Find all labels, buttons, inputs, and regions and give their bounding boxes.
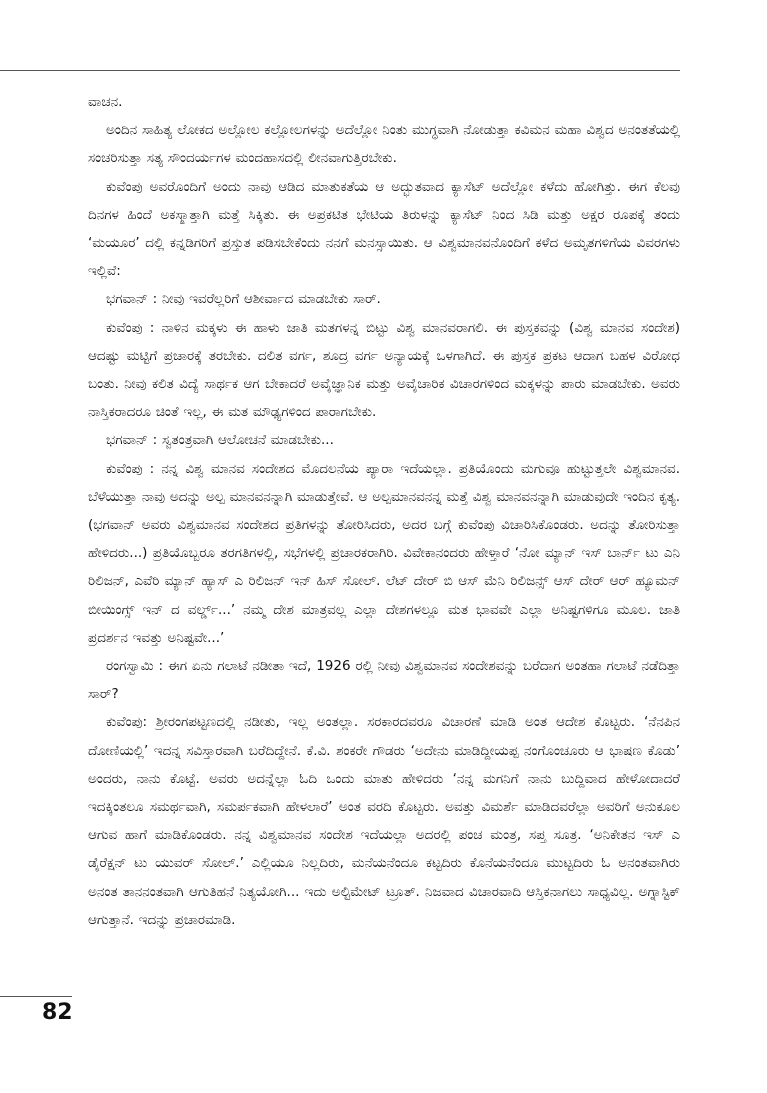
dialogue-line: ಕುವೆಂಪು : ನನ್ನ ವಿಶ್ವ ಮಾನವ ಸಂದೇಶದ ಮೊದಲನೆಯ ಪ್ಯಾರಾ ಇದೆಯಲ್ಲಾ. ಪ್ರತಿಯೊಂದು ಮಗುವೂ ಹುಟ್ಟುತ್ತಲೇ ವಿಶ್ವಮಾನವ. ಬೆಳೆಯುತ್ತಾ ನಾವು ಅದನ್ನು ಅಲ್ಪ ಮಾನವನನ್ನಾಗಿ ಮಾಡುತ್ತೇವೆ. ಆ ಅಲ್ಪಮಾನವನನ್ನ ಮತ್ತೆ ವಿಶ್ವ ಮಾನವನನ್ನಾಗಿ ಮಾಡುವುದೇ ಇಂದಿನ ಕೃತ್ಯ. (ಭಗವಾನ್ ಅವರು ವಿಶ್ವಮಾನವ ಸಂದೇಶದ ಪ್ರತಿಗಳನ್ನು ತೋರಿಸಿದರು, ಅದರ ಬಗ್ಗೆ ಕುವೆಂಪು ವಿಚಾರಿಸಿಕೊಂಡರು. ಅದನ್ನು ತೋರಿಸುತ್ತಾ ಹೇಳಿದರು...) ಪ್ರತಿಯೊಬ್ಬರೂ ತರಗತಿಗಳಲ್ಲಿ, ಸಭೆಗಳಲ್ಲಿ ಪ್ರಚಾರಕರಾಗಿರಿ. ವಿವೇಕಾನಂದರು ಹೇಳ್ತಾರೆ ‘ನೋ ಮ್ಯಾನ್ ಇಸ್ ಬಾರ್ನ್ ಟು ಎನಿ ರಿಲಿಜನ್, ಎವೆರಿ ಮ್ಯಾನ್ ಹ್ಯಾಸ್ ಎ ರಿಲಿಜನ್ ಇನ್ ಹಿಸ್ ಸೋಲ್. ಲೆಟ್ ದೇರ್ ಬಿ ಆಸ್ ಮೆನಿ ರಿಲಿಜನ್ಸ್ ಆಸ್ ದೇರ್ ಆರ್ ಹ್ಯೂಮನ್ ಬೀಯಿಂಗ್ಸ್ ಇನ್ ದ ವರ್ಲ್ಡ್...’ ನಮ್ಮ ದೇಶ ಮಾತ್ರವಲ್ಲ ಎಲ್ಲಾ ದೇಶಗಳಲ್ಲೂ ಮತ ಭಾವವೇ ಎಲ್ಲಾ ಅನಿಷ್ಟಗಳಿಗೂ ಮೂಲ. ಜಾತಿ ಪ್ರದರ್ಶನ ಇವತ್ತು ಅನಿಷ್ಟವೇ...’	[88, 460, 680, 646]
dialogue-line: ಕುವೆಂಪು: ಶ್ರೀರಂಗಪಟ್ಟಣದಲ್ಲಿ ನಡೀತು, ಇಲ್ಲ ಅಂತಲ್ಲಾ. ಸರಕಾರದವರೂ ವಿಚಾರಣೆ ಮಾಡಿ ಅಂತ ಆದೇಶ ಕೊಟ್ಟರು. ‘ನೆನಪಿನ ದೋಣಿಯಲ್ಲಿ’ ಇದನ್ನ ಸವಿಸ್ತಾರವಾಗಿ ಬರೆದಿದ್ದೇನೆ. ಕೆ.ವಿ. ಶಂಕರೇ ಗೌಡರು ‘ಅದೇನು ಮಾಡಿದ್ದೀಯಪ್ಪ ನಂಗೊಂಚೂರು ಆ ಭಾಷಣ ಕೊಡು’ ಅಂದರು, ನಾನು ಕೊಟ್ಟೆ. ಅವರು ಅದನ್ನೆಲ್ಲಾ ಓದಿ ಒಂದು ಮಾತು ಹೇಳಿದರು ‘ನನ್ನ ಮಗನಿಗೆ ನಾನು ಬುದ್ದಿವಾದ ಹೇಳೋದಾದರೆ ಇದಕ್ಕಿಂತಲೂ ಸಮರ್ಥವಾಗಿ, ಸಮರ್ಪಕವಾಗಿ ಹೇಳಲಾರೆ’ ಅಂತ ವರದಿ ಕೊಟ್ಟರು. ಅವತ್ತು ವಿಮರ್ಶೆ ಮಾಡಿದವರೆಲ್ಲಾ ಅವರಿಗೆ ಅನುಕೂಲ ಆಗುವ ಹಾಗೆ ಮಾಡಿಕೊಂಡರು. ನನ್ನ ವಿಶ್ವಮಾನವ ಸಂದೇಶ ಇದೆಯಲ್ಲಾ ಅದರಲ್ಲಿ ಪಂಚ ಮಂತ್ರ, ಸಪ್ತ ಸೂತ್ರ. ‘ಅನಿಕೇತನ ಇಸ್ ಎ ಡೈರೆಕ್ಷನ್ ಟು ಯುವರ್ ಸೋಲ್.’ ಎಲ್ಲಿಯೂ ನಿಲ್ಲದಿರು, ಮನೆಯನೆಂದೂ ಕಟ್ಟದಿರು ಕೊನೆಯನೆಂದೂ ಮುಟ್ಟದಿರು ಓ ಅನಂತವಾಗಿರು ಅನಂತ ತಾನನಂತವಾಗಿ ಆಗುತಿಹನೆ ನಿತ್ಯಯೋಗಿ... ಇದು ಅಲ್ಟಿಮೇಟ್ ಟ್ರೂತ್. ನಿಜವಾದ ವಿಚಾರವಾದಿ ಆಸ್ತಿಕನಾಗಲು ಸಾಧ್ಯವಿಲ್ಲ. ಅಗ್ನಾಸ್ಟಿಕ್ ಆಗುತ್ತಾನೆ. ಇದನ್ನು ಪ್ರಚಾರಮಾಡಿ.	[88, 714, 680, 928]
paragraph: ವಾಚನ.	[88, 94, 123, 110]
dialogue-line: ಕುವೆಂಪು : ನಾಳಿನ ಮಕ್ಕಳು ಈ ಹಾಳು ಜಾತಿ ಮತಗಳನ್ನ ಬಿಟ್ಟು ವಿಶ್ವ ಮಾನವರಾಗಲಿ. ಈ ಪುಸ್ತಕವನ್ನು (ವಿಶ್ವ ಮಾನವ ಸಂದೇಶ) ಆದಷ್ಟು ಮಟ್ಟಿಗೆ ಪ್ರಚಾರಕ್ಕೆ ತರಬೇಕು. ದಲಿತ ವರ್ಗ, ಶೂದ್ರ ವರ್ಗ ಅನ್ಯಾಯಕ್ಕೆ ಒಳಗಾಗಿದೆ. ಈ ಪುಸ್ತಕ ಪ್ರಕಟ ಆದಾಗ ಬಹಳ ವಿರೋಧ ಬಂತು. ನೀವು ಕಲಿತ ವಿದ್ಯೆ ಸಾರ್ಥಕ ಆಗ ಬೇಕಾದರೆ ಅವೈಜ್ಞಾನಿಕ ಮತ್ತು ಅವೈಚಾರಿಕ ವಿಚಾರಗಳಿಂದ ಮಕ್ಕಳನ್ನು ಪಾರು ಮಾಡಬೇಕು. ಅವರು ನಾಸ್ತಿಕರಾದರೂ ಚಿಂತೆ ಇಲ್ಲ, ಈ ಮತ ಮೌಢ್ಯಗಳಿಂದ ಪಾರಾಗಬೇಕು.	[88, 319, 680, 421]
paragraph: ಕುವೆಂಪು ಅವರೊಂದಿಗೆ ಅಂದು ನಾವು ಆಡಿದ ಮಾತುಕತೆಯ ಆ ಅದ್ಭುತವಾದ ಕ್ಯಾಸೆಟ್ ಅದೆಲ್ಲೋ ಕಳೆದು ಹೋಗಿತ್ತು. ಈಗ ಕೆಲವು ದಿನಗಳ ಹಿಂದೆ ಅಕಸ್ಮಾತ್ತಾಗಿ ಮತ್ತೆ ಸಿಕ್ಕಿತು. ಈ ಅಪ್ರಕಟಿತ ಭೇಟಿಯ ತಿರುಳನ್ನು ಕ್ಯಾಸೆಟ್ ನಿಂದ ಸಿಡಿ ಮತ್ತು ಅಕ್ಷರ ರೂಪಕ್ಕೆ ತಂದು ‘ಮಯೂರ’ ದಲ್ಲಿ ಕನ್ನಡಿಗರಿಗೆ ಪ್ರಸ್ತುತ ಪಡಿಸಬೇಕೆಂದು ನನಗೆ ಮನಸ್ಸಾಯಿತು. ಆ ವಿಶ್ವಮಾನವನೊಂದಿಗೆ ಕಳೆದ ಅಮೃತಗಳಿಗೆಯ ವಿವರಗಳು ಇಲ್ಲಿವೆ:	[88, 178, 680, 280]
page-number: 82	[42, 1000, 73, 1025]
paragraph: ಅಂದಿನ ಸಾಹಿತ್ಯ ಲೋಕದ ಅಲ್ಲೋಲ ಕಲ್ಲೋಲಗಳನ್ನು ಅದೆಲ್ಲೋ ನಿಂತು ಮುಗ್ಧವಾಗಿ ನೋಡುತ್ತಾ ಕವಿಮನ ಮಹಾ ವಿಶ್ವದ ಅನಂತತೆಯಲ್ಲಿ ಸಂಚರಿಸುತ್ತಾ ಸತ್ಯ ಸೌಂದರ್ಯಗಳ ಮಂದಹಾಸದಲ್ಲಿ ಲೀನವಾಗುತ್ತಿರಬೇಕು.	[88, 122, 680, 167]
dialogue-line: ಭಗವಾನ್ : ನೀವು ಇವರೆಲ್ಲರಿಗೆ ಆಶೀರ್ವಾದ ಮಾಡಬೇಕು ಸಾರ್.	[106, 291, 381, 308]
article-body	[88, 88, 680, 934]
footer-rule	[0, 996, 72, 997]
dialogue-line: ರಂಗಸ್ವಾಮಿ : ಈಗ ಏನು ಗಲಾಟೆ ನಡೀತಾ ಇದೆ, 1926 ರಲ್ಲಿ ನೀವು ವಿಶ್ವಮಾನವ ಸಂದೇಶವನ್ನು ಬರೆದಾಗ ಅಂತಹಾ ಗಲಾಟೆ ನಡೆದಿತ್ತಾ ಸಾರ್?	[88, 658, 680, 703]
header-rule	[0, 70, 680, 71]
dialogue-line: ಭಗವಾನ್ : ಸ್ವತಂತ್ರವಾಗಿ ಆಲೋಚನೆ ಮಾಡಬೇಕು...	[106, 432, 334, 449]
